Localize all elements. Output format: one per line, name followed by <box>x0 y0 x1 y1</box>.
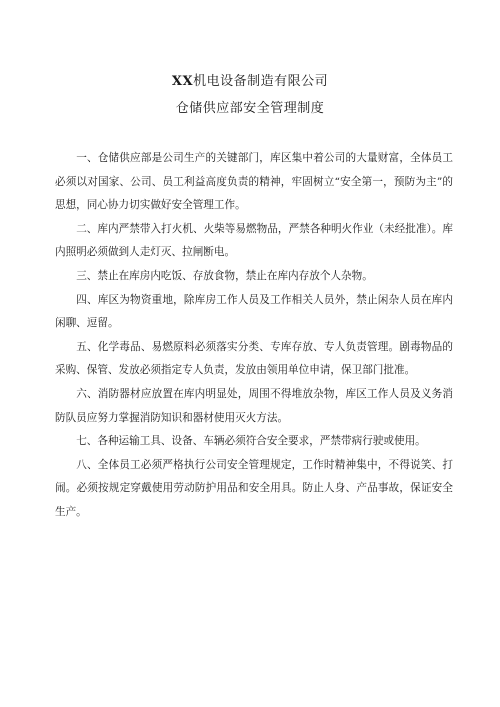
document-body <box>55 147 453 525</box>
company-prefix: XX <box>171 74 194 89</box>
paragraph-1: 一、仓储供应部是公司生产的关键部门，库区集中着公司的大量财富，全体员工必须以对国家、公司、员工利益高度负责的精神，牢固树立“安全第一，预防为主”的思想，同心协力切实做好安全管理工作。 <box>55 152 453 212</box>
company-title <box>0 70 500 89</box>
paragraph-6: 六、消防器材应放置在库内明显处，周围不得堆放杂物，库区工作人员及义务消防队员应努力掌握消防知识和器材使用灭火方法。 <box>55 387 453 424</box>
paragraph-4: 四、库区为物资重地，除库房工作人员及工作相关人员外，禁止闲杂人员在库内闲聊、逗留。 <box>55 293 453 330</box>
paragraph-7: 七、各种运输工具、设备、车辆必须符合安全要求，严禁带病行驶或使用。 <box>76 435 426 448</box>
paragraph-3: 三、禁止在库房内吃饭、存放食物，禁止在库内存放个人杂物。 <box>76 269 373 282</box>
paragraph-8: 八、全体员工必须严格执行公司安全管理规定，工作时精神集中，不得说笑、打闹。必须按规定穿戴使用劳动防护用品和安全用具。防止人身、产品事故，保证安全生产。 <box>55 458 453 518</box>
paragraph-2: 二、库内严禁带入打火机、火柴等易燃物品，严禁各种明火作业（未经批准）。库内照明必须做到人走灯灭、拉闸断电。 <box>55 222 453 259</box>
company-name: 机电设备制造有限公司 <box>193 74 329 89</box>
paragraph-5: 五、化学毒品、易燃原料必须落实分类、专库存放、专人负责管理。剧毒物品的采购、保管、发放必须指定专人负责，发放由领用单位申请，保卫部门批准。 <box>55 340 453 377</box>
document-subtitle: 仓储供应部安全管理制度 <box>175 101 325 116</box>
